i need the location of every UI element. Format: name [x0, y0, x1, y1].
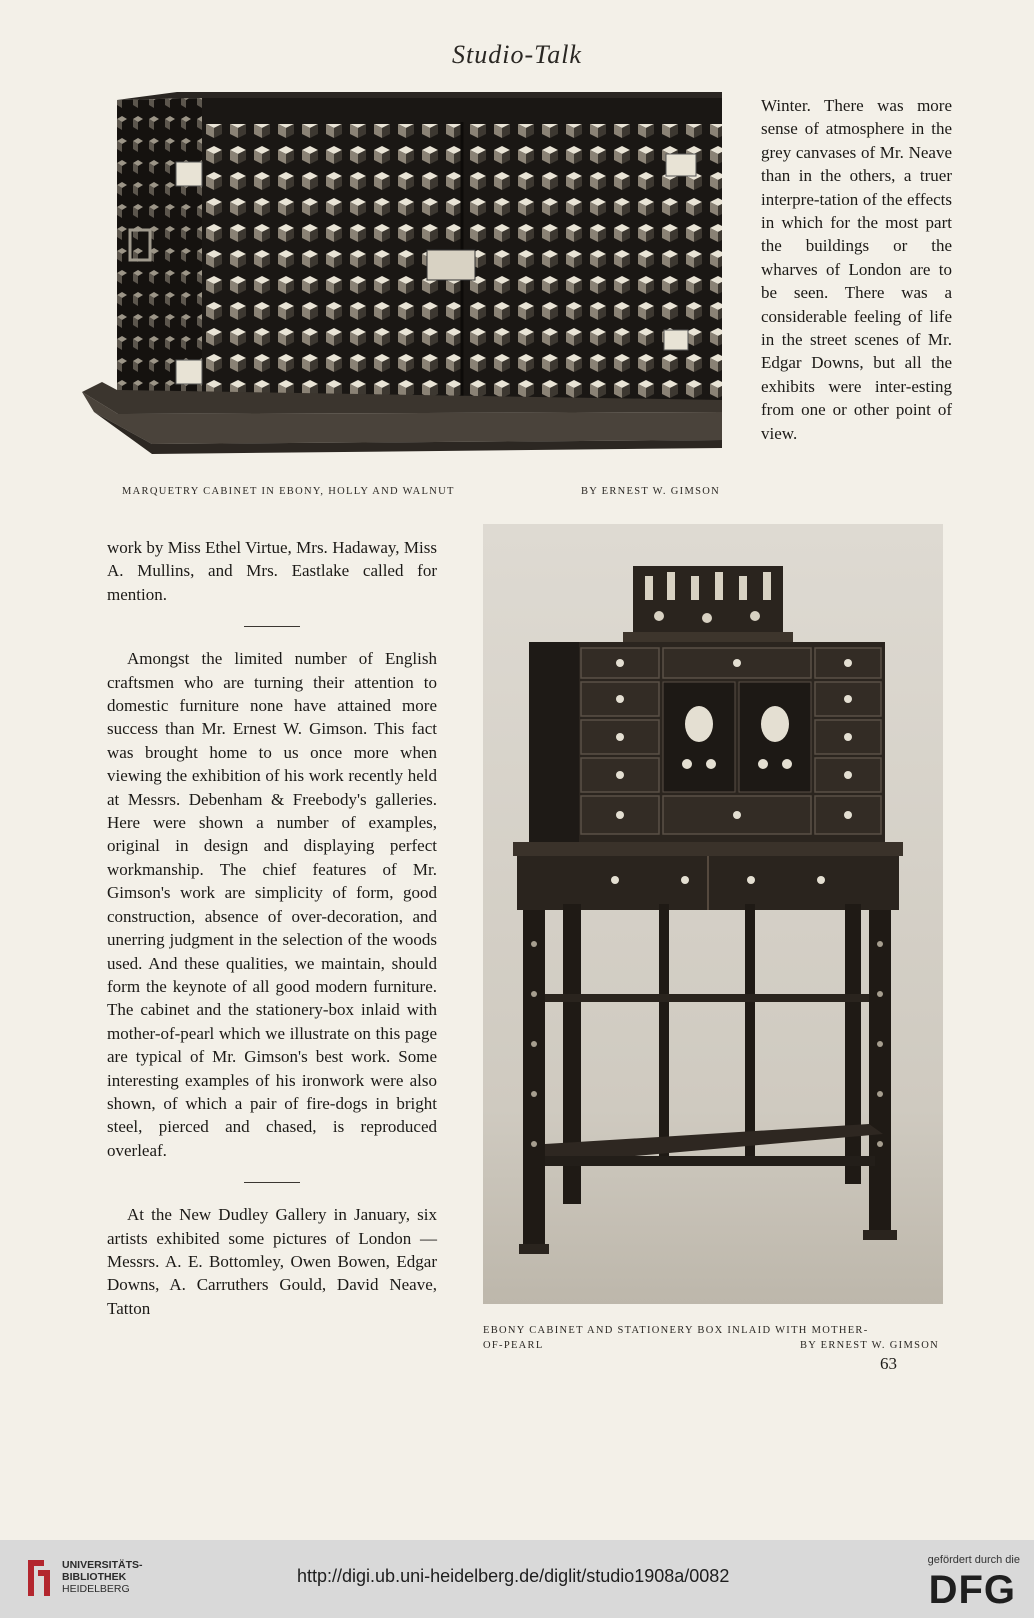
- figure-2-credit: BY ERNEST W. GIMSON: [799, 1340, 939, 1351]
- running-head: Studio-Talk: [452, 40, 582, 69]
- marquetry-cabinet-photo: [82, 92, 742, 472]
- figure-2-title-line-1: EBONY CABINET AND STATIONERY BOX INLAID WITH MOTHER-: [483, 1325, 869, 1336]
- permalink-url[interactable]: http://digi.ub.uni-heidelberg.de/diglit/studio1908a/0082: [297, 1566, 730, 1586]
- page-number: 63: [880, 1354, 897, 1373]
- figure-2-title-line-2: OF-PEARL: [483, 1340, 544, 1351]
- figure-1-credit: BY ERNEST W. GIMSON: [580, 486, 720, 497]
- library-name-line-3: HEIDELBERG: [62, 1583, 130, 1595]
- right-column-text: Winter. There was more sense of atmosphere in the grey canvases of Mr. Neave than in the others, a truer interpre-tation of the effects in which for the most part the buildings or the wharves of London are to be seen. There was a considerable feeling of life in the street scenes of Mr. Edgar Downs, but all the exhibits were inter-esting from one or other point of view.: [761, 96, 952, 443]
- left-column-text: [107, 536, 437, 1320]
- figure-2-caption: [483, 1323, 939, 1353]
- library-name-line-2: BIBLIOTHEK: [62, 1571, 127, 1583]
- library-name-line-1: UNIVERSITÄTS-: [62, 1559, 143, 1571]
- ebony-cabinet-photo: [483, 524, 943, 1304]
- paragraph-2: Amongst the limited number of English craftsmen who are turning their attention to domestic furniture none have attained more success than Mr. Ernest W. Gimson. This fact was brought home to us once more when viewing the exhibition of his work recently held at Messrs. Debenham & Freebody's galleries. Here were shown a number of examples, original in design and displaying perfect workmanship. The chief features of Mr. Gimson's work are simplicity of form, good construction, absence of over-decoration, and unerring judgment in the selection of the woods used. And these qualities, we maintain, should form the keynote of all good modern furniture. The cabinet and the stationery-box inlaid with mother-of-pearl which we illustrate on this page are typical of Mr. Gimson's best work. Some interesting examples of his ironwork were also shown, of which a pair of fire-dogs in bright steel, pierced and chased, is reproduced overleaf.: [107, 649, 437, 1160]
- figure-1-caption: [122, 486, 720, 497]
- figure-1-title: MARQUETRY CABINET IN EBONY, HOLLY AND WALNUT: [122, 486, 455, 497]
- digitization-footer: [0, 1540, 1034, 1618]
- paragraph-3: At the New Dudley Gallery in January, six artists exhibited some pictures of London — Messrs. A. E. Bottomley, Owen Bowen, Edgar Downs, A. Carruthers Gould, David Neave, Tatton: [107, 1205, 437, 1318]
- section-divider-2: [244, 1182, 300, 1183]
- section-divider-1: [244, 626, 300, 627]
- dfg-logo: DFG: [928, 1568, 1016, 1612]
- university-library-logo-icon: [24, 1556, 64, 1600]
- university-library-name: [62, 1559, 143, 1595]
- paragraph-1: work by Miss Ethel Virtue, Mrs. Hadaway, Miss A. Mullins, and Mrs. Eastlake called for mention.: [107, 538, 437, 604]
- funded-by-label: gefördert durch die: [927, 1554, 1020, 1566]
